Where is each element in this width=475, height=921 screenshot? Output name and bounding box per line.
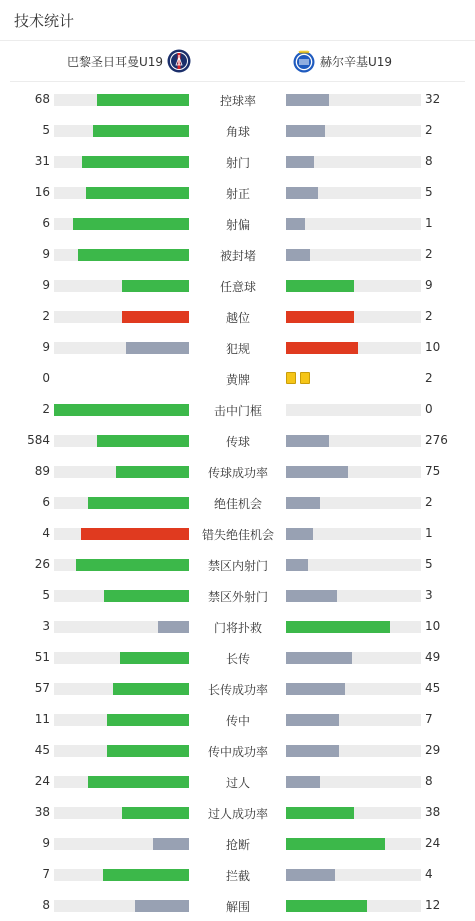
home-value: 16 (34, 185, 50, 199)
stat-label: 过人成功率 (207, 807, 268, 821)
away-bar-track (286, 559, 421, 571)
away-yellow-cards (286, 372, 310, 384)
stat-label: 传球成功率 (207, 466, 268, 480)
home-value: 24 (34, 774, 50, 788)
home-value: 5 (42, 588, 50, 602)
home-bar-track (54, 497, 189, 509)
home-value: 45 (34, 743, 50, 757)
away-bar-track (286, 94, 421, 106)
stat-row (0, 487, 475, 518)
stat-row (0, 611, 475, 642)
home-bar-fill (81, 528, 189, 540)
away-value: 5 (425, 557, 433, 571)
home-value: 11 (34, 712, 50, 726)
stat-label: 击中门框 (213, 404, 262, 418)
home-bar-track (54, 280, 189, 292)
stat-label: 任意球 (219, 280, 256, 294)
away-value: 49 (425, 650, 441, 664)
stat-row (0, 301, 475, 332)
away-bar-fill (286, 497, 320, 509)
away-bar-track (286, 590, 421, 602)
away-bar-track (286, 714, 421, 726)
away-value: 32 (425, 92, 441, 106)
home-value: 0 (42, 371, 50, 385)
home-bar-track (54, 342, 189, 354)
home-value: 4 (42, 526, 50, 540)
home-bar-track (54, 838, 189, 850)
home-value: 5 (42, 123, 50, 137)
home-value: 3 (42, 619, 50, 633)
stat-label: 角球 (225, 125, 250, 139)
stat-label: 错失绝佳机会 (201, 528, 274, 542)
home-bar-fill (122, 280, 190, 292)
away-value: 8 (425, 774, 433, 788)
stat-row (0, 859, 475, 890)
home-bar-fill (120, 652, 189, 664)
away-bar-track (286, 869, 421, 881)
home-bar-fill (103, 869, 189, 881)
stat-row (0, 890, 475, 921)
stat-row (0, 580, 475, 611)
home-value: 38 (34, 805, 50, 819)
stat-label: 长传成功率 (207, 683, 268, 697)
away-bar-fill (286, 807, 354, 819)
away-bar-fill (286, 900, 367, 912)
away-bar-fill (286, 94, 329, 106)
home-value: 51 (34, 650, 50, 664)
home-bar-fill (116, 466, 189, 478)
home-bar-fill (76, 559, 189, 571)
stat-row (0, 797, 475, 828)
home-value: 7 (42, 867, 50, 881)
home-bar-fill (82, 156, 189, 168)
stat-label: 黄牌 (225, 373, 250, 387)
stat-label: 被封堵 (219, 249, 256, 263)
stat-label: 解围 (225, 900, 250, 914)
away-bar-fill (286, 590, 337, 602)
away-bar-track (286, 807, 421, 819)
home-value: 68 (34, 92, 50, 106)
stat-row (0, 704, 475, 735)
away-bar-track (286, 838, 421, 850)
away-bar-fill (286, 869, 335, 881)
home-bar-track (54, 745, 189, 757)
home-bar-fill (86, 187, 189, 199)
away-bar-track (286, 280, 421, 292)
away-value: 276 (425, 433, 448, 447)
home-bar-track (54, 869, 189, 881)
away-value: 5 (425, 185, 433, 199)
stat-label: 犯规 (225, 342, 250, 356)
away-value: 2 (425, 371, 433, 385)
stats-list (0, 84, 475, 921)
home-bar-fill (88, 776, 189, 788)
stat-row (0, 549, 475, 580)
stat-row (0, 828, 475, 859)
away-bar-track (286, 497, 421, 509)
away-value: 29 (425, 743, 441, 757)
home-value: 26 (34, 557, 50, 571)
away-value: 8 (425, 154, 433, 168)
home-bar-fill (122, 311, 190, 323)
home-bar-track (54, 125, 189, 137)
away-bar-track (286, 311, 421, 323)
home-bar-track (54, 435, 189, 447)
home-bar-fill (88, 497, 189, 509)
away-bar-track (286, 435, 421, 447)
home-value: 9 (42, 278, 50, 292)
away-bar-fill (286, 776, 320, 788)
stat-row (0, 270, 475, 301)
away-bar-fill (286, 528, 313, 540)
teams-header (10, 41, 465, 82)
home-bar-fill (93, 125, 189, 137)
home-value: 2 (42, 309, 50, 323)
away-bar-fill (286, 559, 308, 571)
away-bar-track (286, 249, 421, 261)
home-bar-fill (107, 745, 189, 757)
stat-row (0, 84, 475, 115)
away-value: 45 (425, 681, 441, 695)
stat-label: 射门 (225, 156, 250, 170)
away-value: 1 (425, 216, 433, 230)
stat-row (0, 673, 475, 704)
away-bar-fill (286, 745, 339, 757)
away-value: 38 (425, 805, 441, 819)
away-team-name: 赫尔辛基U19 (320, 54, 393, 69)
home-bar-track (54, 94, 189, 106)
stat-label: 传中 (225, 714, 250, 728)
hjk-logo-icon (292, 49, 316, 73)
home-bar-fill (122, 807, 190, 819)
away-value: 75 (425, 464, 441, 478)
home-bar-track (54, 528, 189, 540)
home-bar-track (54, 900, 189, 912)
away-bar-fill (286, 838, 385, 850)
home-bar-track (54, 466, 189, 478)
stat-row (0, 394, 475, 425)
home-bar-track (54, 218, 189, 230)
away-value: 2 (425, 247, 433, 261)
away-bar-fill (286, 280, 354, 292)
away-bar-fill (286, 466, 348, 478)
away-value: 9 (425, 278, 433, 292)
away-team[interactable] (292, 41, 392, 81)
home-value: 584 (27, 433, 50, 447)
home-value: 9 (42, 247, 50, 261)
stat-row (0, 115, 475, 146)
away-value: 2 (425, 309, 433, 323)
home-bar-fill (153, 838, 189, 850)
away-bar-track (286, 156, 421, 168)
home-team-name: 巴黎圣日耳曼U19 (67, 54, 164, 69)
stat-label: 禁区内射门 (207, 559, 268, 573)
stat-row (0, 425, 475, 456)
away-bar-track (286, 683, 421, 695)
away-value: 10 (425, 340, 441, 354)
away-bar-fill (286, 435, 329, 447)
away-bar-track (286, 218, 421, 230)
away-bar-track (286, 652, 421, 664)
home-bar-fill (135, 900, 189, 912)
away-value: 1 (425, 526, 433, 540)
home-bar-fill (54, 404, 189, 416)
away-value: 24 (425, 836, 441, 850)
stat-label: 禁区外射门 (207, 590, 268, 604)
away-value: 10 (425, 619, 441, 633)
home-bar-track (54, 590, 189, 602)
stat-row (0, 456, 475, 487)
home-value: 8 (42, 898, 50, 912)
away-bar-fill (286, 187, 318, 199)
away-value: 4 (425, 867, 433, 881)
home-value: 9 (42, 340, 50, 354)
stat-row (0, 208, 475, 239)
home-team[interactable] (67, 41, 191, 81)
yellow-card-icon (286, 372, 296, 384)
home-value: 9 (42, 836, 50, 850)
stat-label: 传中成功率 (207, 745, 268, 759)
page-title: 技术统计 (14, 11, 75, 30)
stat-row (0, 177, 475, 208)
away-bar-fill (286, 342, 358, 354)
away-bar-track (286, 528, 421, 540)
away-value: 2 (425, 495, 433, 509)
home-bar-fill (126, 342, 189, 354)
away-bar-track (286, 621, 421, 633)
home-bar-track (54, 807, 189, 819)
away-bar-track (286, 900, 421, 912)
away-bar-fill (286, 311, 354, 323)
home-bar-track (54, 559, 189, 571)
home-bar-track (54, 156, 189, 168)
away-value: 3 (425, 588, 433, 602)
home-bar-fill (73, 218, 189, 230)
stat-label: 传球 (225, 435, 250, 449)
stat-row (0, 363, 475, 394)
away-bar-fill (286, 125, 325, 137)
stat-label: 绝佳机会 (213, 497, 262, 511)
home-bar-fill (78, 249, 189, 261)
away-bar-fill (286, 218, 305, 230)
away-bar-track (286, 187, 421, 199)
page-title-bar (0, 0, 475, 41)
away-bar-track (286, 776, 421, 788)
away-bar-track (286, 125, 421, 137)
stat-label: 抢断 (225, 838, 250, 852)
stat-row (0, 146, 475, 177)
stat-label: 越位 (225, 311, 250, 325)
away-value: 7 (425, 712, 433, 726)
home-bar-track (54, 187, 189, 199)
stat-row (0, 239, 475, 270)
away-bar-track (286, 466, 421, 478)
home-bar-fill (97, 94, 189, 106)
home-value: 57 (34, 681, 50, 695)
home-bar-track (54, 652, 189, 664)
away-value: 0 (425, 402, 433, 416)
home-bar-fill (113, 683, 189, 695)
stat-label: 射正 (225, 187, 250, 201)
home-bar-fill (158, 621, 189, 633)
stat-label: 过人 (225, 776, 250, 790)
away-bar-track (286, 404, 421, 416)
yellow-card-icon (300, 372, 310, 384)
away-bar-fill (286, 652, 352, 664)
home-bar-fill (107, 714, 189, 726)
home-bar-fill (97, 435, 189, 447)
stat-label: 控球率 (219, 94, 256, 108)
stat-row (0, 642, 475, 673)
home-bar-track (54, 311, 189, 323)
home-value: 2 (42, 402, 50, 416)
home-bar-track (54, 404, 189, 416)
home-bar-fill (104, 590, 189, 602)
psg-logo-icon (167, 49, 191, 73)
home-value: 89 (34, 464, 50, 478)
stat-row (0, 518, 475, 549)
away-bar-fill (286, 621, 390, 633)
away-bar-fill (286, 249, 310, 261)
stat-label: 长传 (225, 652, 250, 666)
home-value: 6 (42, 495, 50, 509)
home-value: 31 (34, 154, 50, 168)
away-value: 2 (425, 123, 433, 137)
stat-row (0, 766, 475, 797)
home-bar-track (54, 714, 189, 726)
away-bar-track (286, 745, 421, 757)
stat-row (0, 332, 475, 363)
away-bar-fill (286, 714, 339, 726)
away-bar-fill (286, 683, 345, 695)
home-bar-track (54, 621, 189, 633)
home-bar-track (54, 776, 189, 788)
home-value: 6 (42, 216, 50, 230)
stat-row (0, 735, 475, 766)
stat-label: 拦截 (225, 869, 250, 883)
home-bar-track (54, 249, 189, 261)
away-value: 12 (425, 898, 441, 912)
home-bar-track (54, 683, 189, 695)
away-bar-track (286, 342, 421, 354)
stat-label: 射偏 (225, 218, 250, 232)
stat-label: 门将扑救 (213, 621, 262, 635)
away-bar-fill (286, 156, 314, 168)
